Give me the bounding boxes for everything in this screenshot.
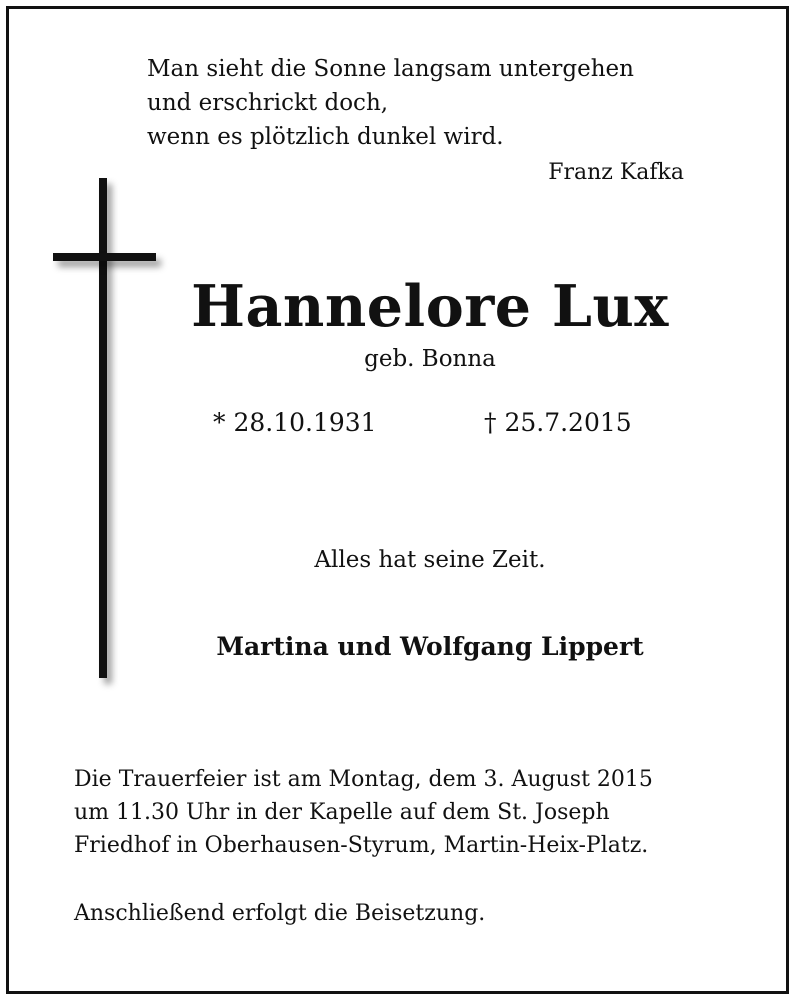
ceremony-line: Die Trauerfeier ist am Montag, dem 3. August 2015 xyxy=(74,767,653,792)
deceased-name: Hannelore Lux xyxy=(191,273,669,340)
cross-horizontal-beam xyxy=(53,253,156,261)
kafka-quote xyxy=(147,52,634,154)
birth-date: * 28.10.1931 xyxy=(213,408,377,437)
ceremony-line: Friedhof in Oberhausen-Styrum, Martin-Heix-Platz. xyxy=(74,833,649,858)
quote-line: wenn es plötzlich dunkel wird. xyxy=(147,124,504,150)
quote-author: Franz Kafka xyxy=(548,160,684,185)
quote-line: Man sieht die Sonne langsam untergehen xyxy=(147,56,634,82)
quote-line: und erschrickt doch, xyxy=(147,90,389,116)
motto: Alles hat seine Zeit. xyxy=(314,547,546,573)
funeral-service-info xyxy=(74,763,653,862)
ceremony-line: um 11.30 Uhr in der Kapelle auf dem St. Joseph xyxy=(74,800,610,825)
burial-note: Anschließend erfolgt die Beisetzung. xyxy=(74,901,486,926)
death-date: † 25.7.2015 xyxy=(484,408,632,437)
maiden-name: geb. Bonna xyxy=(364,346,496,372)
mourners-names: Martina und Wolfgang Lippert xyxy=(216,632,644,661)
